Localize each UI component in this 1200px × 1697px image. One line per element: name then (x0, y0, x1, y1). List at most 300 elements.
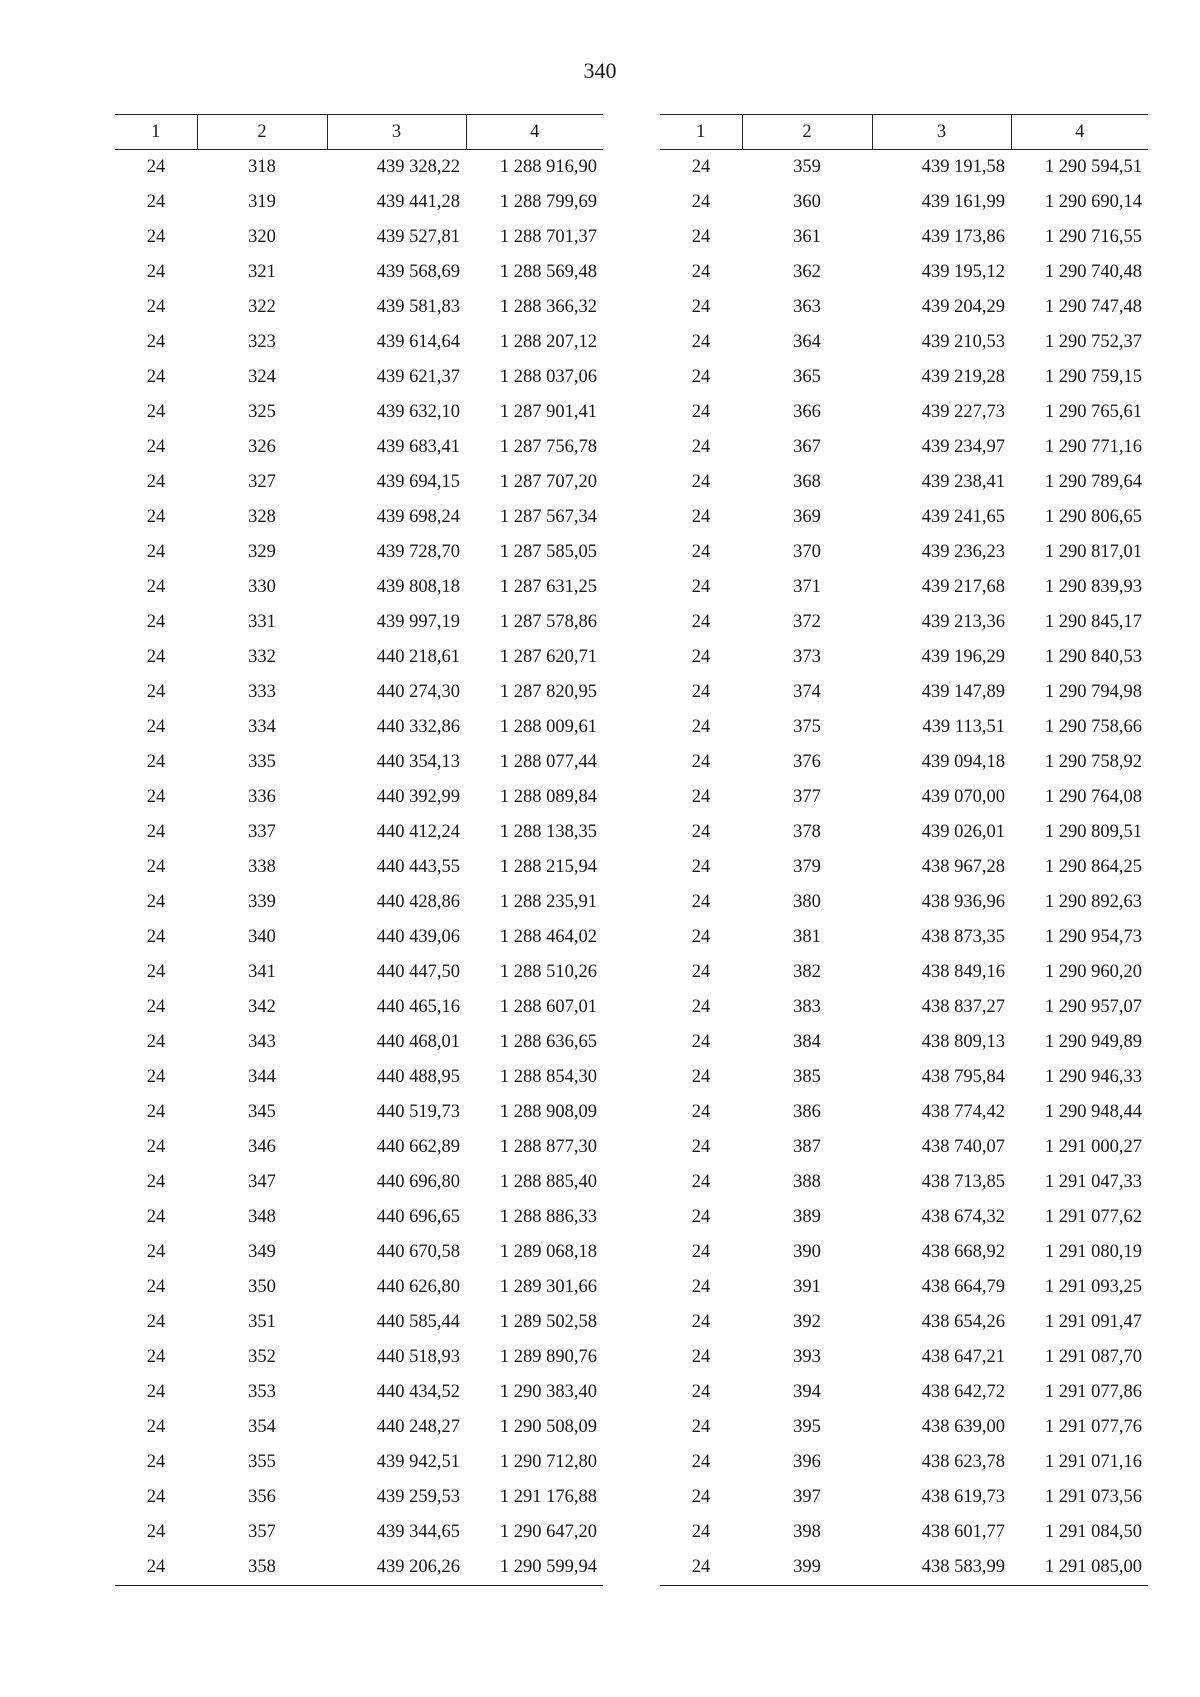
table-cell-col-3: 438 647,21 (921, 1347, 1005, 1367)
table-cell-col-4: 1 290 957,07 (1044, 997, 1142, 1017)
table-row (660, 1095, 1148, 1130)
table-cell-col-4: 1 288 886,33 (499, 1207, 597, 1227)
table-row (115, 360, 603, 395)
table-cell-col-2: 321 (248, 262, 276, 282)
table-cell-col-4: 1 291 093,25 (1044, 1277, 1142, 1297)
table-cell-col-4: 1 290 817,01 (1044, 542, 1142, 562)
table-cell-col-1: 24 (691, 1207, 711, 1227)
table-row (660, 535, 1148, 570)
table-row (115, 395, 603, 430)
table-cell-col-3: 439 094,18 (921, 752, 1005, 772)
table-cell-col-4: 1 290 948,44 (1044, 1102, 1142, 1122)
table-cell-col-4: 1 290 806,65 (1044, 507, 1142, 527)
table-cell-col-3: 440 585,44 (376, 1312, 460, 1332)
table-row (660, 465, 1148, 500)
table-cell-col-3: 439 694,15 (376, 472, 460, 492)
table-cell-col-3: 439 070,00 (921, 787, 1005, 807)
table-cell-col-3: 440 518,93 (376, 1347, 460, 1367)
table-cell-col-1: 24 (691, 437, 711, 457)
table-row (115, 535, 603, 570)
table-cell-col-2: 339 (248, 892, 276, 912)
table-row (660, 675, 1148, 710)
table-cell-col-1: 24 (691, 1522, 711, 1542)
table-cell-col-3: 439 241,65 (921, 507, 1005, 527)
table-cell-col-3: 440 662,89 (376, 1137, 460, 1157)
table-cell-col-2: 350 (248, 1277, 276, 1297)
table-cell-col-2: 388 (793, 1172, 821, 1192)
table-cell-col-3: 439 195,12 (921, 262, 1005, 282)
table-cell-col-4: 1 291 085,00 (1011, 1550, 1148, 1586)
table-cell-col-4: 1 290 759,15 (1044, 367, 1142, 387)
table-cell-col-1: 24 (691, 717, 711, 737)
table-row (115, 1305, 603, 1340)
column-header-2: 2 (742, 115, 872, 150)
table-row (115, 1375, 603, 1410)
table-cell-col-2: 389 (793, 1207, 821, 1227)
table-cell-col-2: 333 (248, 682, 276, 702)
table-cell-col-4: 1 288 877,30 (499, 1137, 597, 1157)
table-cell-col-1: 24 (691, 157, 711, 177)
table-cell-col-2: 324 (248, 367, 276, 387)
table-cell-col-4: 1 291 077,62 (1044, 1207, 1142, 1227)
table-cell-col-2: 325 (248, 402, 276, 422)
table-row (660, 500, 1148, 535)
table-cell-col-3: 439 614,64 (376, 332, 460, 352)
table-cell-col-1: 24 (691, 507, 711, 527)
table-cell-col-4: 1 289 068,18 (499, 1242, 597, 1262)
table-cell-col-2: 354 (248, 1417, 276, 1437)
table-cell-col-1: 24 (691, 1172, 711, 1192)
table-cell-col-1: 24 (691, 1277, 711, 1297)
table-cell-col-1: 24 (115, 1550, 197, 1586)
table-cell-col-1: 24 (691, 542, 711, 562)
table-cell-col-4: 1 291 000,27 (1044, 1137, 1142, 1157)
coordinates-table-right (660, 114, 1148, 1586)
table-cell-col-3: 439 238,41 (921, 472, 1005, 492)
table-cell-col-4: 1 287 756,78 (499, 437, 597, 457)
table-cell-col-2: 376 (793, 752, 821, 772)
table-cell-col-2: 394 (793, 1382, 821, 1402)
column-header-4: 4 (1011, 115, 1148, 150)
table-row (115, 1200, 603, 1235)
table-cell-col-3: 440 439,06 (376, 927, 460, 947)
table-cell-col-1: 24 (691, 752, 711, 772)
table-cell-col-3: 438 873,35 (921, 927, 1005, 947)
table-cell-col-2: 328 (248, 507, 276, 527)
table-cell-col-4: 1 290 960,20 (1044, 962, 1142, 982)
table-cell-col-2: 323 (248, 332, 276, 352)
table-row (115, 815, 603, 850)
table-cell-col-3: 438 583,99 (872, 1550, 1011, 1586)
table-cell-col-4: 1 288 089,84 (499, 787, 597, 807)
table-row (660, 570, 1148, 605)
column-header-3: 3 (327, 115, 466, 150)
table-cell-col-4: 1 287 585,05 (499, 542, 597, 562)
table-cell-col-3: 439 942,51 (376, 1452, 460, 1472)
table-cell-col-3: 438 674,32 (921, 1207, 1005, 1227)
table-cell-col-1: 24 (146, 1347, 166, 1367)
table-cell-col-4: 1 291 176,88 (499, 1487, 597, 1507)
table-cell-col-2: 338 (248, 857, 276, 877)
table-cell-col-3: 439 632,10 (376, 402, 460, 422)
table-cell-col-1: 24 (146, 192, 166, 212)
table-cell-col-4: 1 288 235,91 (499, 892, 597, 912)
table-cell-col-1: 24 (146, 962, 166, 982)
table-cell-col-1: 24 (146, 577, 166, 597)
table-cell-col-4: 1 287 567,34 (499, 507, 597, 527)
table-cell-col-1: 24 (146, 367, 166, 387)
table-cell-col-2: 393 (793, 1347, 821, 1367)
table-cell-col-4: 1 288 607,01 (499, 997, 597, 1017)
table-cell-col-3: 440 519,73 (376, 1102, 460, 1122)
table-cell-col-1: 24 (691, 1417, 711, 1437)
table-cell-col-4: 1 290 647,20 (499, 1522, 597, 1542)
table-cell-col-3: 439 234,97 (921, 437, 1005, 457)
table-cell-col-1: 24 (691, 1487, 711, 1507)
table-row (660, 1060, 1148, 1095)
table-cell-col-1: 24 (146, 857, 166, 877)
table-cell-col-4: 1 288 916,90 (499, 157, 597, 177)
table-cell-col-4: 1 288 207,12 (499, 332, 597, 352)
table-cell-col-1: 24 (691, 1032, 711, 1052)
table-row (660, 920, 1148, 955)
table-row (115, 1165, 603, 1200)
table-cell-col-4: 1 288 908,09 (499, 1102, 597, 1122)
table-cell-col-1: 24 (146, 927, 166, 947)
table-cell-col-4: 1 291 077,86 (1044, 1382, 1142, 1402)
table-cell-col-2: 357 (248, 1522, 276, 1542)
table-cell-col-3: 440 626,80 (376, 1277, 460, 1297)
table-cell-col-3: 439 728,70 (376, 542, 460, 562)
table-cell-col-3: 440 443,55 (376, 857, 460, 877)
table-cell-col-4: 1 288 885,40 (499, 1172, 597, 1192)
table-cell-col-1: 24 (691, 787, 711, 807)
table-cell-col-1: 24 (691, 1137, 711, 1157)
table-cell-col-3: 439 997,19 (376, 612, 460, 632)
table-cell-col-1: 24 (691, 1242, 711, 1262)
table-cell-col-3: 439 161,99 (921, 192, 1005, 212)
table-cell-col-4: 1 290 949,89 (1044, 1032, 1142, 1052)
table-row (115, 1270, 603, 1305)
table-cell-col-4: 1 290 594,51 (1044, 157, 1142, 177)
table-cell-col-3: 440 468,01 (376, 1032, 460, 1052)
table-row (115, 640, 603, 675)
table-cell-col-3: 439 173,86 (921, 227, 1005, 247)
table-cell-col-2: 378 (793, 822, 821, 842)
table-cell-col-4: 1 290 954,73 (1044, 927, 1142, 947)
table-cell-col-2: 327 (248, 472, 276, 492)
table-row (660, 710, 1148, 745)
table-row (115, 1515, 603, 1550)
table-cell-col-1: 24 (691, 962, 711, 982)
table-cell-col-1: 24 (146, 1277, 166, 1297)
table-cell-col-1: 24 (691, 402, 711, 422)
table-row (115, 850, 603, 885)
table-cell-col-4: 1 290 794,98 (1044, 682, 1142, 702)
table-row (115, 1480, 603, 1515)
table-cell-col-4: 1 290 712,80 (499, 1452, 597, 1472)
table-row (660, 1445, 1148, 1480)
table-header-row (660, 115, 1148, 150)
table-row (660, 255, 1148, 290)
table-cell-col-1: 24 (146, 717, 166, 737)
table-cell-col-2: 383 (793, 997, 821, 1017)
table-cell-col-2: 336 (248, 787, 276, 807)
table-cell-col-3: 439 568,69 (376, 262, 460, 282)
table-cell-col-1: 24 (146, 682, 166, 702)
table-cell-col-2: 391 (793, 1277, 821, 1297)
table-cell-col-1: 24 (146, 647, 166, 667)
table-cell-col-1: 24 (691, 297, 711, 317)
table-cell-col-1: 24 (691, 1347, 711, 1367)
table-row (115, 430, 603, 465)
table-cell-col-2: 398 (793, 1522, 821, 1542)
table-row (660, 815, 1148, 850)
table-row (115, 1340, 603, 1375)
table-cell-col-4: 1 287 620,71 (499, 647, 597, 667)
table-cell-col-2: 371 (793, 577, 821, 597)
table-cell-col-3: 439 147,89 (921, 682, 1005, 702)
table-cell-col-2: 362 (793, 262, 821, 282)
table-row (660, 990, 1148, 1025)
table-cell-col-3: 439 204,29 (921, 297, 1005, 317)
table-cell-col-4: 1 290 771,16 (1044, 437, 1142, 457)
table-cell-col-3: 440 465,16 (376, 997, 460, 1017)
table-row (115, 710, 603, 745)
table-cell-col-4: 1 290 839,93 (1044, 577, 1142, 597)
table-row (660, 1235, 1148, 1270)
table-cell-col-4: 1 288 077,44 (499, 752, 597, 772)
table-cell-col-2: 392 (793, 1312, 821, 1332)
table-cell-col-3: 440 696,65 (376, 1207, 460, 1227)
table-row (115, 255, 603, 290)
table-cell-col-2: 334 (248, 717, 276, 737)
table-row (115, 1130, 603, 1165)
table-cell-col-4: 1 290 764,08 (1044, 787, 1142, 807)
coordinates-table-left (115, 114, 603, 1586)
table-cell-col-2: 319 (248, 192, 276, 212)
table-cell-col-2: 322 (248, 297, 276, 317)
table-row (660, 430, 1148, 465)
table-row (115, 885, 603, 920)
table-cell-col-1: 24 (146, 157, 166, 177)
table-cell-col-4: 1 289 890,76 (499, 1347, 597, 1367)
table-cell-col-1: 24 (146, 1382, 166, 1402)
table-cell-col-1: 24 (146, 892, 166, 912)
table-cell-col-3: 439 026,01 (921, 822, 1005, 842)
table-cell-col-4: 1 291 047,33 (1044, 1172, 1142, 1192)
table-cell-col-1: 24 (691, 577, 711, 597)
table-cell-col-4: 1 287 901,41 (499, 402, 597, 422)
table-cell-col-1: 24 (691, 892, 711, 912)
table-cell-col-1: 24 (691, 472, 711, 492)
table-cell-col-1: 24 (146, 1312, 166, 1332)
table-cell-col-1: 24 (691, 927, 711, 947)
table-row (115, 745, 603, 780)
table-cell-col-2: 380 (793, 892, 821, 912)
table-row (660, 780, 1148, 815)
page-number: 340 (583, 58, 617, 83)
table-cell-col-3: 439 210,53 (921, 332, 1005, 352)
table-cell-col-4: 1 288 037,06 (499, 367, 597, 387)
table-cell-col-4: 1 288 138,35 (499, 822, 597, 842)
table-cell-col-2: 365 (793, 367, 821, 387)
table-cell-col-4: 1 290 508,09 (499, 1417, 597, 1437)
table-cell-col-3: 438 837,27 (921, 997, 1005, 1017)
table-row (660, 1305, 1148, 1340)
table-cell-col-1: 24 (146, 1207, 166, 1227)
table-cell-col-4: 1 290 383,40 (499, 1382, 597, 1402)
table-cell-col-1: 24 (691, 997, 711, 1017)
table-cell-col-1: 24 (691, 192, 711, 212)
table-row (115, 1235, 603, 1270)
table-row (115, 570, 603, 605)
table-row (660, 1340, 1148, 1375)
table-cell-col-4: 1 290 864,25 (1044, 857, 1142, 877)
table-cell-col-1: 24 (146, 1032, 166, 1052)
table-cell-col-2: 364 (793, 332, 821, 352)
table-cell-col-2: 370 (793, 542, 821, 562)
table-row (115, 920, 603, 955)
table-row (660, 1130, 1148, 1165)
table-cell-col-2: 356 (248, 1487, 276, 1507)
table-cell-col-2: 366 (793, 402, 821, 422)
table-cell-col-3: 438 809,13 (921, 1032, 1005, 1052)
table-cell-col-2: 355 (248, 1452, 276, 1472)
table-cell-col-2: 340 (248, 927, 276, 947)
table-cell-col-2: 348 (248, 1207, 276, 1227)
table-cell-col-1: 24 (146, 1487, 166, 1507)
table-cell-col-3: 439 191,58 (921, 157, 1005, 177)
table-cell-col-2: 349 (248, 1242, 276, 1262)
table-row (115, 1445, 603, 1480)
table-cell-col-4: 1 291 073,56 (1044, 1487, 1142, 1507)
table-cell-col-2: 375 (793, 717, 821, 737)
table-row (115, 605, 603, 640)
table-cell-col-1: 24 (146, 1452, 166, 1472)
table-cell-col-3: 438 619,73 (921, 1487, 1005, 1507)
column-header-1: 1 (115, 115, 197, 150)
table-cell-col-3: 438 601,77 (921, 1522, 1005, 1542)
table-cell-col-3: 439 683,41 (376, 437, 460, 457)
table-cell-col-4: 1 287 707,20 (499, 472, 597, 492)
table-cell-col-3: 439 328,22 (376, 157, 460, 177)
table-cell-col-2: 358 (197, 1550, 327, 1586)
table-row (115, 465, 603, 500)
table-cell-col-3: 438 664,79 (921, 1277, 1005, 1297)
table-row (660, 885, 1148, 920)
table-cell-col-2: 396 (793, 1452, 821, 1472)
table-cell-col-3: 438 623,78 (921, 1452, 1005, 1472)
table-row (115, 500, 603, 535)
table-cell-col-4: 1 290 752,37 (1044, 332, 1142, 352)
table-cell-col-3: 439 217,68 (921, 577, 1005, 597)
table-cell-col-4: 1 290 809,51 (1044, 822, 1142, 842)
table-cell-col-3: 439 441,28 (376, 192, 460, 212)
table-cell-col-4: 1 290 716,55 (1044, 227, 1142, 247)
table-cell-col-4: 1 288 701,37 (499, 227, 597, 247)
table-row (660, 955, 1148, 990)
table-cell-col-3: 440 354,13 (376, 752, 460, 772)
table-cell-col-3: 439 621,37 (376, 367, 460, 387)
table-row (660, 1410, 1148, 1445)
table-cell-col-2: 381 (793, 927, 821, 947)
table-cell-col-1: 24 (146, 1417, 166, 1437)
table-cell-col-3: 440 428,86 (376, 892, 460, 912)
table-cell-col-1: 24 (691, 367, 711, 387)
table-cell-col-2: 382 (793, 962, 821, 982)
table-row (115, 185, 603, 220)
table-cell-col-4: 1 288 569,48 (499, 262, 597, 282)
table-cell-col-4: 1 288 854,30 (499, 1067, 597, 1087)
column-header-4: 4 (466, 115, 603, 150)
table-cell-col-4: 1 289 301,66 (499, 1277, 597, 1297)
table-cell-col-3: 439 227,73 (921, 402, 1005, 422)
table-row (115, 1095, 603, 1130)
table-row (115, 325, 603, 360)
table-row (115, 290, 603, 325)
table-row (660, 1375, 1148, 1410)
table-cell-col-2: 395 (793, 1417, 821, 1437)
table-cell-col-1: 24 (146, 472, 166, 492)
table-cell-col-2: 331 (248, 612, 276, 632)
table-cell-col-3: 439 113,51 (922, 717, 1005, 737)
table-cell-col-2: 330 (248, 577, 276, 597)
table-cell-col-3: 438 740,07 (921, 1137, 1005, 1157)
table-row (115, 955, 603, 990)
column-header-1: 1 (660, 115, 742, 150)
table-row (115, 1410, 603, 1445)
table-row (660, 185, 1148, 220)
table-cell-col-1: 24 (691, 262, 711, 282)
table-cell-col-1: 24 (146, 1172, 166, 1192)
table-cell-col-2: 346 (248, 1137, 276, 1157)
table-cell-col-4: 1 287 820,95 (499, 682, 597, 702)
table-row (115, 220, 603, 255)
table-cell-col-1: 24 (146, 332, 166, 352)
table-row (660, 1200, 1148, 1235)
table-row (660, 850, 1148, 885)
table-cell-col-4: 1 288 510,26 (499, 962, 597, 982)
table-cell-col-3: 439 236,23 (921, 542, 1005, 562)
table-cell-col-2: 335 (248, 752, 276, 772)
table-cell-col-1: 24 (691, 612, 711, 632)
table-cell-col-1: 24 (146, 507, 166, 527)
table-cell-col-2: 318 (248, 157, 276, 177)
table-cell-col-4: 1 290 740,48 (1044, 262, 1142, 282)
table-row (115, 1060, 603, 1095)
table-cell-col-2: 347 (248, 1172, 276, 1192)
table-cell-col-1: 24 (146, 612, 166, 632)
table-row (660, 325, 1148, 360)
column-header-2: 2 (197, 115, 327, 150)
table-cell-col-2: 345 (248, 1102, 276, 1122)
table-cell-col-1: 24 (691, 1452, 711, 1472)
table-cell-col-3: 440 274,30 (376, 682, 460, 702)
table-cell-col-1: 24 (691, 227, 711, 247)
table-cell-col-1: 24 (146, 752, 166, 772)
table-cell-col-1: 24 (691, 822, 711, 842)
table-cell-col-2: 387 (793, 1137, 821, 1157)
table-row (660, 1165, 1148, 1200)
table-cell-col-3: 439 196,29 (921, 647, 1005, 667)
table-cell-col-4: 1 287 631,25 (499, 577, 597, 597)
table-cell-col-3: 439 344,65 (376, 1522, 460, 1542)
table-cell-col-3: 439 259,53 (376, 1487, 460, 1507)
table-cell-col-2: 386 (793, 1102, 821, 1122)
table-row (660, 290, 1148, 325)
table-cell-col-2: 342 (248, 997, 276, 1017)
